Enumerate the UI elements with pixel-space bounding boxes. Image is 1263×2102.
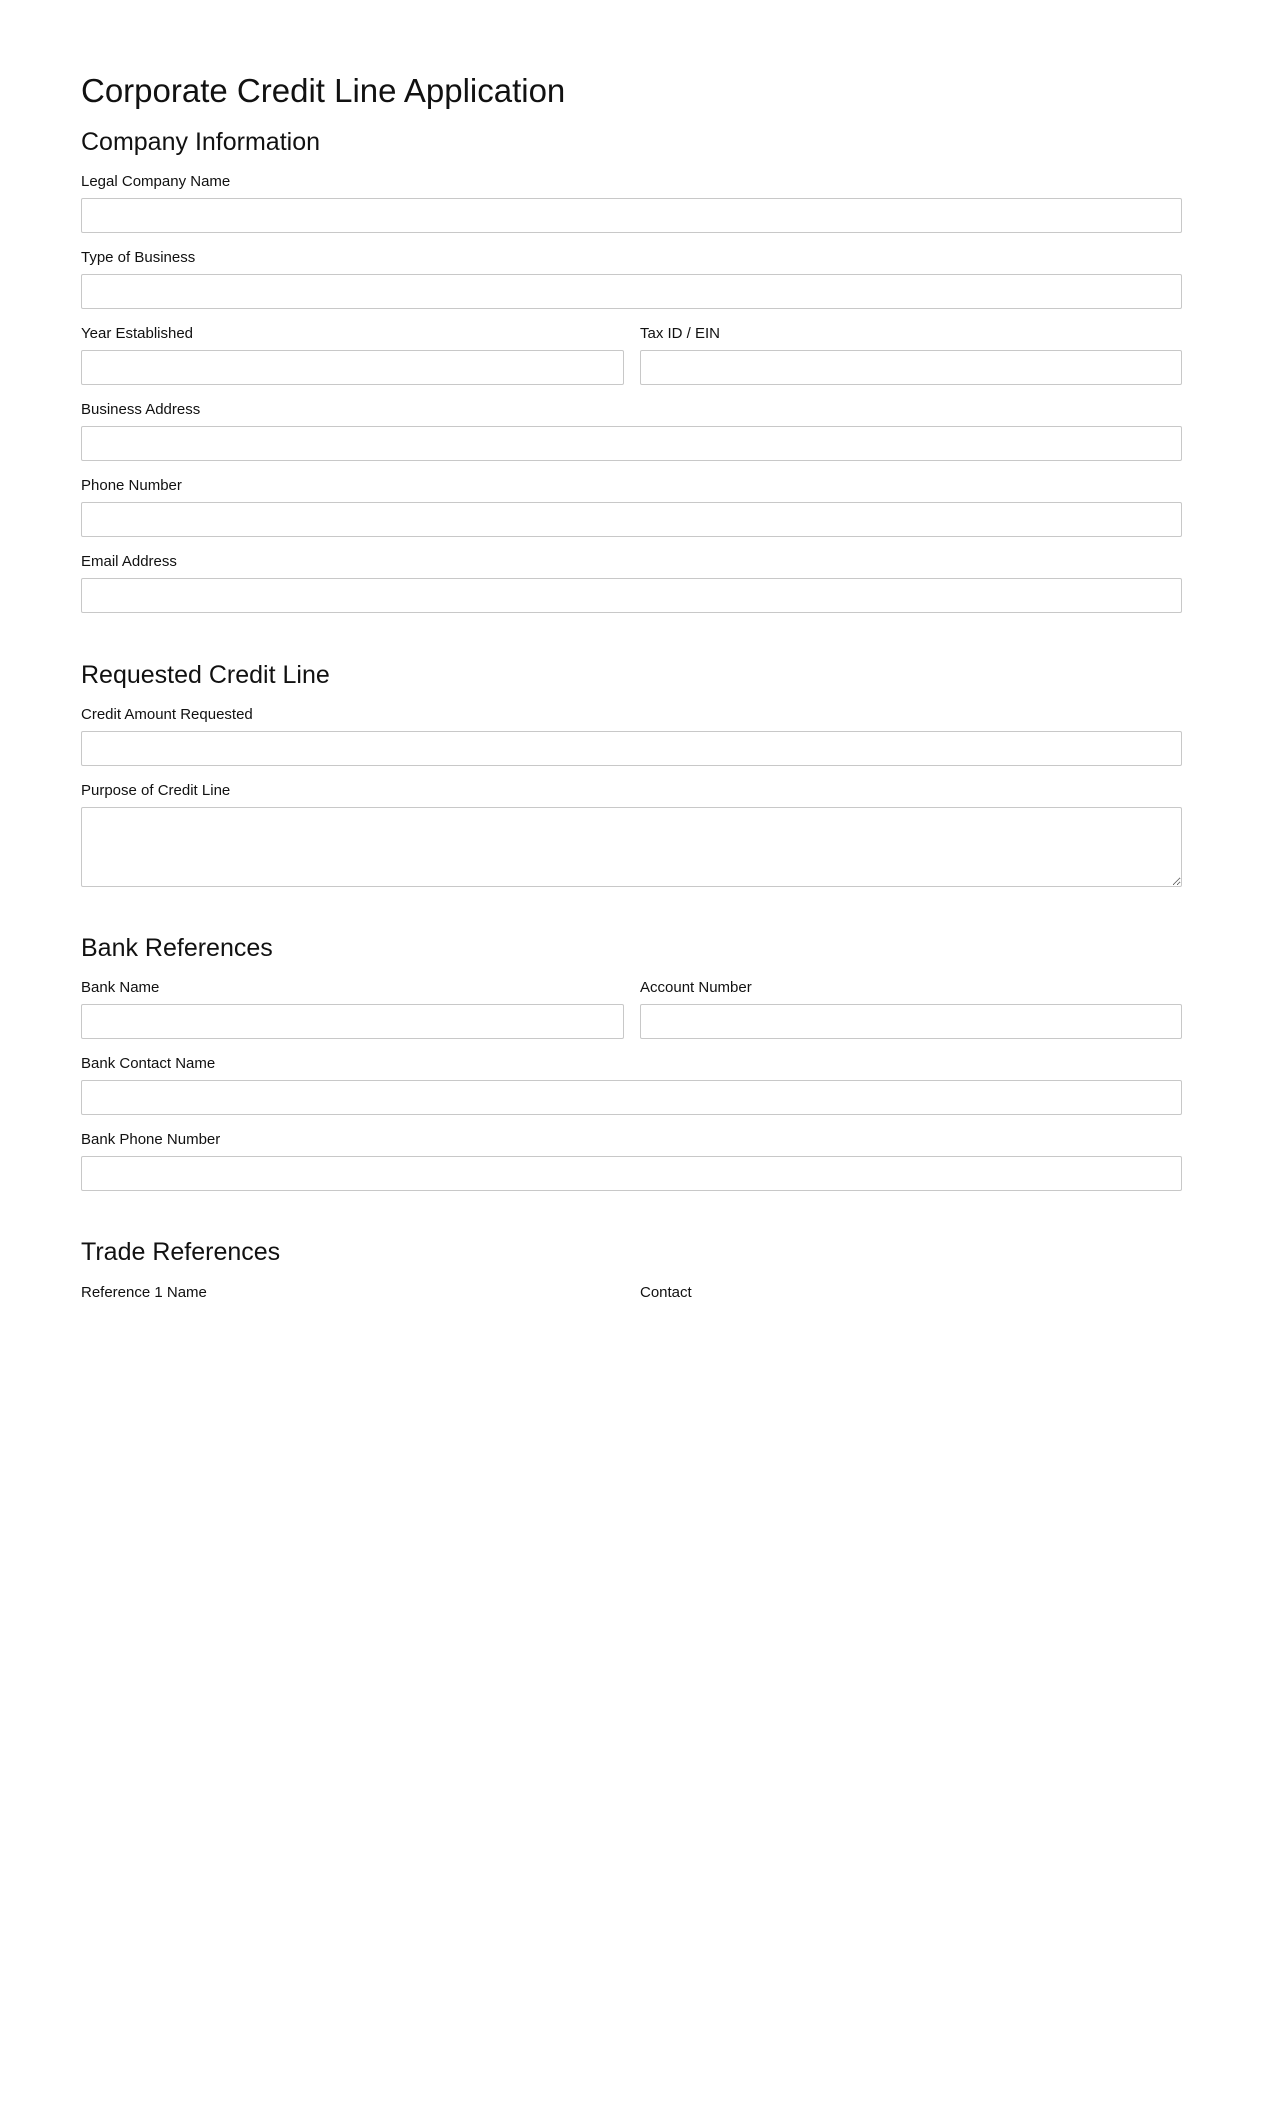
section-heading-company: Company Information [81, 128, 321, 156]
section-heading-bank: Bank References [81, 934, 273, 962]
section-heading-credit: Requested Credit Line [81, 661, 330, 689]
credit-purpose-textarea[interactable] [81, 807, 1182, 887]
bank-contact-name-label: Bank Contact Name [81, 1055, 216, 1072]
credit-amount-input[interactable] [81, 731, 1182, 766]
email-address-input[interactable] [81, 578, 1182, 613]
section-heading-trade: Trade References [81, 1238, 281, 1266]
reference-1-contact-label: Contact [640, 1284, 692, 1301]
business-address-input[interactable] [81, 426, 1182, 461]
bank-name-input[interactable] [81, 1004, 624, 1039]
email-address-label: Email Address [81, 553, 177, 570]
tax-id-input[interactable] [640, 350, 1182, 385]
account-number-label: Account Number [640, 979, 752, 996]
type-of-business-label: Type of Business [81, 249, 196, 266]
business-address-label: Business Address [81, 401, 201, 418]
type-of-business-input[interactable] [81, 274, 1182, 309]
bank-name-label: Bank Name [81, 979, 160, 996]
account-number-input[interactable] [640, 1004, 1182, 1039]
credit-amount-label: Credit Amount Requested [81, 706, 253, 723]
tax-id-label: Tax ID / EIN [640, 325, 721, 342]
reference-1-name-label: Reference 1 Name [81, 1284, 207, 1301]
year-established-label: Year Established [81, 325, 194, 342]
bank-phone-input[interactable] [81, 1156, 1182, 1191]
phone-number-label: Phone Number [81, 477, 182, 494]
credit-purpose-label: Purpose of Credit Line [81, 782, 231, 799]
legal-company-name-input[interactable] [81, 198, 1182, 233]
bank-contact-name-input[interactable] [81, 1080, 1182, 1115]
page-title: Corporate Credit Line Application [81, 72, 566, 109]
bank-phone-label: Bank Phone Number [81, 1131, 221, 1148]
phone-number-input[interactable] [81, 502, 1182, 537]
year-established-input[interactable] [81, 350, 624, 385]
legal-company-name-label: Legal Company Name [81, 173, 231, 190]
